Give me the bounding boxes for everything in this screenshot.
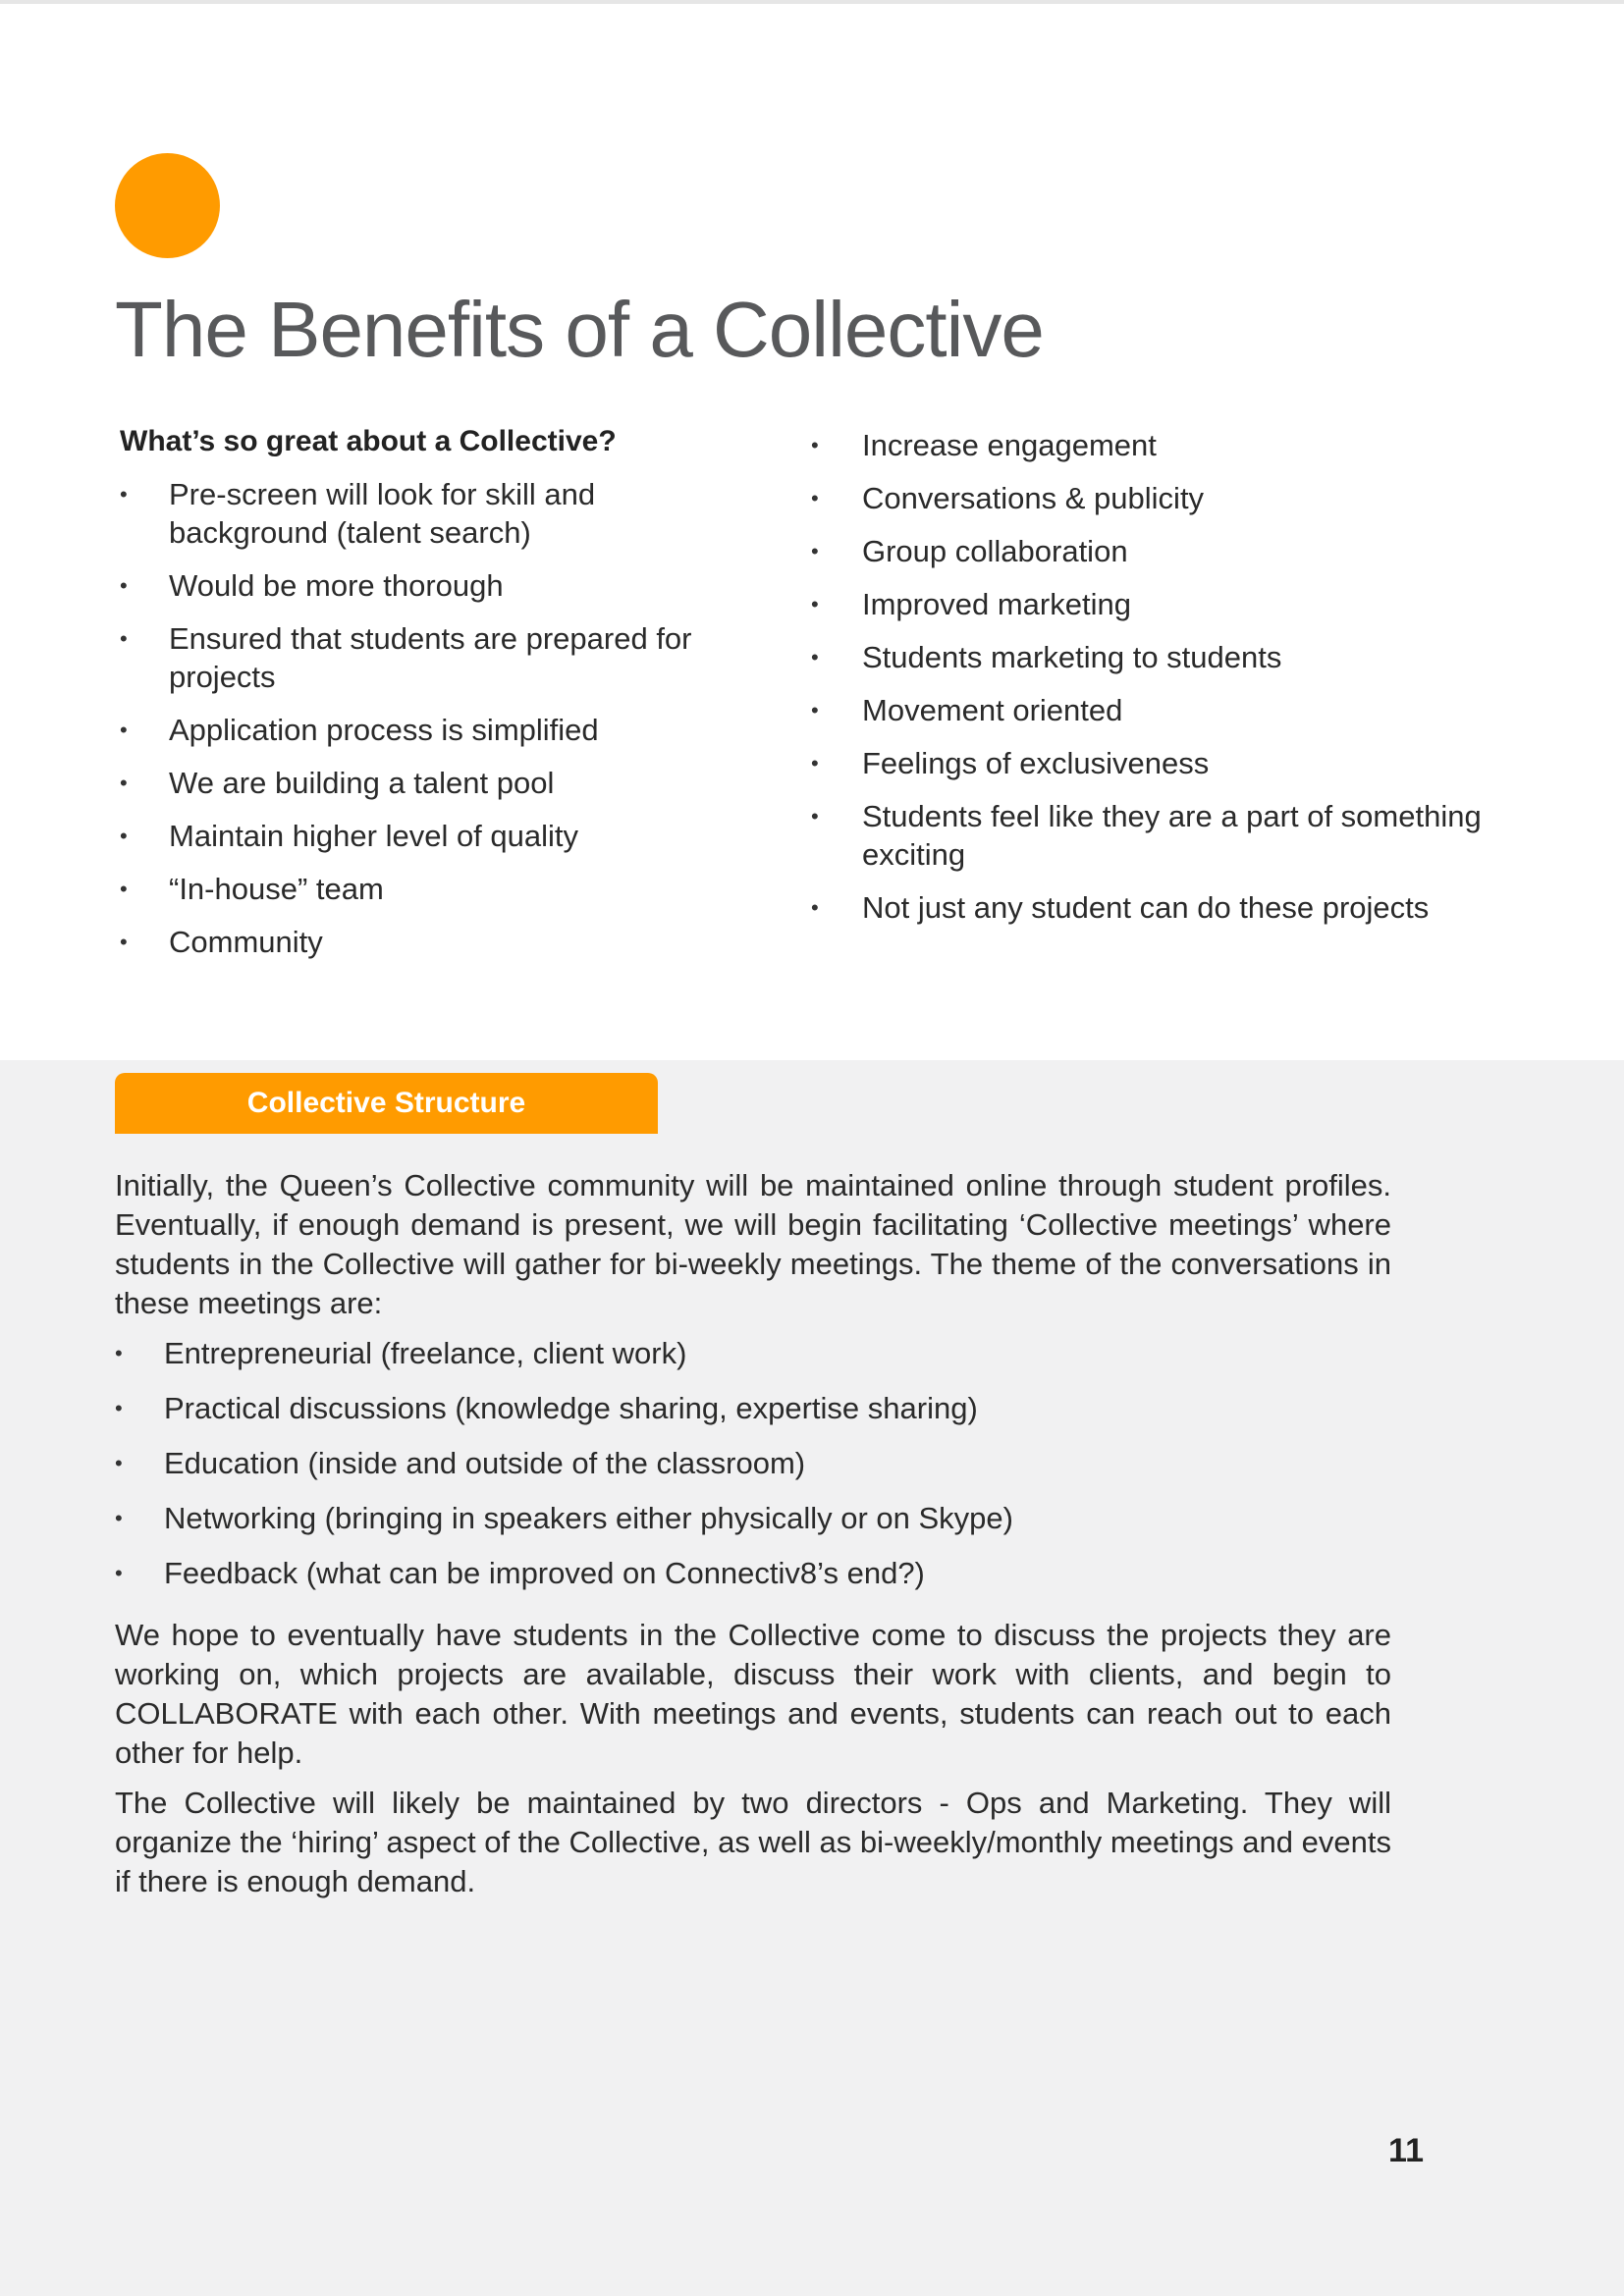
bullet-icon: • (120, 626, 128, 651)
list-item-text: Students marketing to students (862, 640, 1282, 674)
list-item (115, 1389, 1391, 1428)
page-number: 11 (1388, 2132, 1424, 2169)
paragraph-3-text: The Collective will likely be maintained by two directors - Ops and Marketing. They will organize the ‘hiring’ aspect of the Collective, as well as bi-weekly/monthly meetings and events if there is enough demand. (115, 1786, 1391, 1898)
bullet-icon: • (811, 592, 819, 616)
list-item (120, 566, 709, 605)
benefits-list-left (120, 475, 709, 961)
structure-section (0, 1060, 1624, 2296)
benefits-heading: What’s so great about a Collective? (120, 425, 617, 457)
benefits-right-column (811, 426, 1498, 941)
bullet-icon: • (115, 1561, 123, 1585)
paragraph-2 (115, 1616, 1391, 1773)
bullet-icon: • (115, 1396, 123, 1420)
list-item (811, 585, 1498, 623)
bullet-icon: • (811, 645, 819, 669)
bullet-icon: • (120, 718, 128, 742)
list-item (115, 1334, 1391, 1373)
list-item-text: Networking (bringing in speakers either physically or on Skype) (164, 1501, 1013, 1535)
bullet-icon: • (811, 433, 819, 457)
page-title: The Benefits of a Collective (115, 286, 1044, 373)
list-item (115, 1499, 1391, 1538)
bullet-icon: • (120, 771, 128, 795)
list-item-text: Group collaboration (862, 534, 1128, 568)
bullet-icon: • (811, 804, 819, 828)
list-item-text: Feelings of exclusiveness (862, 746, 1210, 780)
list-item (811, 532, 1498, 570)
bullet-icon: • (120, 482, 128, 507)
list-item (811, 479, 1498, 517)
list-item-text: Improved marketing (862, 587, 1131, 621)
list-item (120, 619, 709, 696)
list-item (120, 870, 709, 908)
list-item (811, 888, 1498, 927)
list-item-text: Would be more thorough (169, 568, 504, 603)
list-item (811, 797, 1498, 874)
bullet-icon: • (120, 824, 128, 848)
bullet-icon: • (811, 486, 819, 510)
list-item (811, 691, 1498, 729)
bullet-icon: • (811, 539, 819, 563)
list-item-text: Increase engagement (862, 428, 1157, 462)
list-item-text: Not just any student can do these projects (862, 890, 1430, 925)
intro-text: Initially, the Queen’s Collective community will be maintained online through student profiles. Eventually, if enough demand is present, we will begin facilitating ‘Collective meetings’ where students in the Collective will gather for bi-weekly meetings. The theme of the conversations in these meetings are: (115, 1168, 1391, 1320)
list-item-text: Students feel like they are a part of something exciting (862, 799, 1482, 872)
list-item-text: Movement oriented (862, 693, 1123, 727)
section-tab (115, 1073, 658, 1134)
list-item-text: Application process is simplified (169, 713, 599, 747)
list-item-text: Community (169, 925, 323, 959)
bullet-icon: • (115, 1506, 123, 1530)
list-item (120, 764, 709, 802)
list-item-text: Maintain higher level of quality (169, 819, 579, 853)
list-item (811, 638, 1498, 676)
bullet-icon: • (120, 573, 128, 598)
list-item-text: Education (inside and outside of the classroom) (164, 1446, 806, 1480)
list-item (115, 1444, 1391, 1483)
list-item-text: Entrepreneurial (freelance, client work) (164, 1336, 687, 1370)
list-item (811, 426, 1498, 464)
list-item (115, 1554, 1391, 1593)
list-item-text: Practical discussions (knowledge sharing, expertise sharing) (164, 1391, 978, 1425)
benefits-list-right (811, 426, 1498, 927)
themes-list (115, 1334, 1391, 1593)
list-item-text: Pre-screen will look for skill and background (talent search) (169, 477, 596, 550)
intro-paragraph (115, 1166, 1391, 1323)
bullet-icon: • (115, 1451, 123, 1475)
list-item-text: Feedback (what can be improved on Connectiv8’s end?) (164, 1556, 925, 1590)
top-rule (0, 0, 1624, 4)
benefits-left-column (120, 422, 709, 976)
section-tab-label: Collective Structure (246, 1087, 526, 1119)
list-item-text: “In-house” team (169, 872, 384, 906)
themes-list-wrapper (115, 1334, 1391, 1609)
orange-circle-icon (115, 153, 220, 258)
list-item (120, 475, 709, 552)
paragraph-3 (115, 1784, 1391, 1901)
paragraph-2-text: We hope to eventually have students in the Collective come to discuss the projects they are working on, which projects are available, discuss their work with clients, and begin to COLLABORATE with each other. With meetings and events, students can reach out to each other for help. (115, 1618, 1391, 1770)
list-item-text: Conversations & publicity (862, 481, 1205, 515)
list-item (120, 711, 709, 749)
list-item (811, 744, 1498, 782)
list-item (120, 817, 709, 855)
bullet-icon: • (811, 895, 819, 920)
list-item-text: Ensured that students are prepared for projects (169, 621, 692, 694)
bullet-icon: • (120, 930, 128, 954)
list-item (120, 923, 709, 961)
list-item-text: We are building a talent pool (169, 766, 555, 800)
bullet-icon: • (811, 751, 819, 775)
bullet-icon: • (120, 877, 128, 901)
bullet-icon: • (811, 698, 819, 722)
bullet-icon: • (115, 1341, 123, 1365)
